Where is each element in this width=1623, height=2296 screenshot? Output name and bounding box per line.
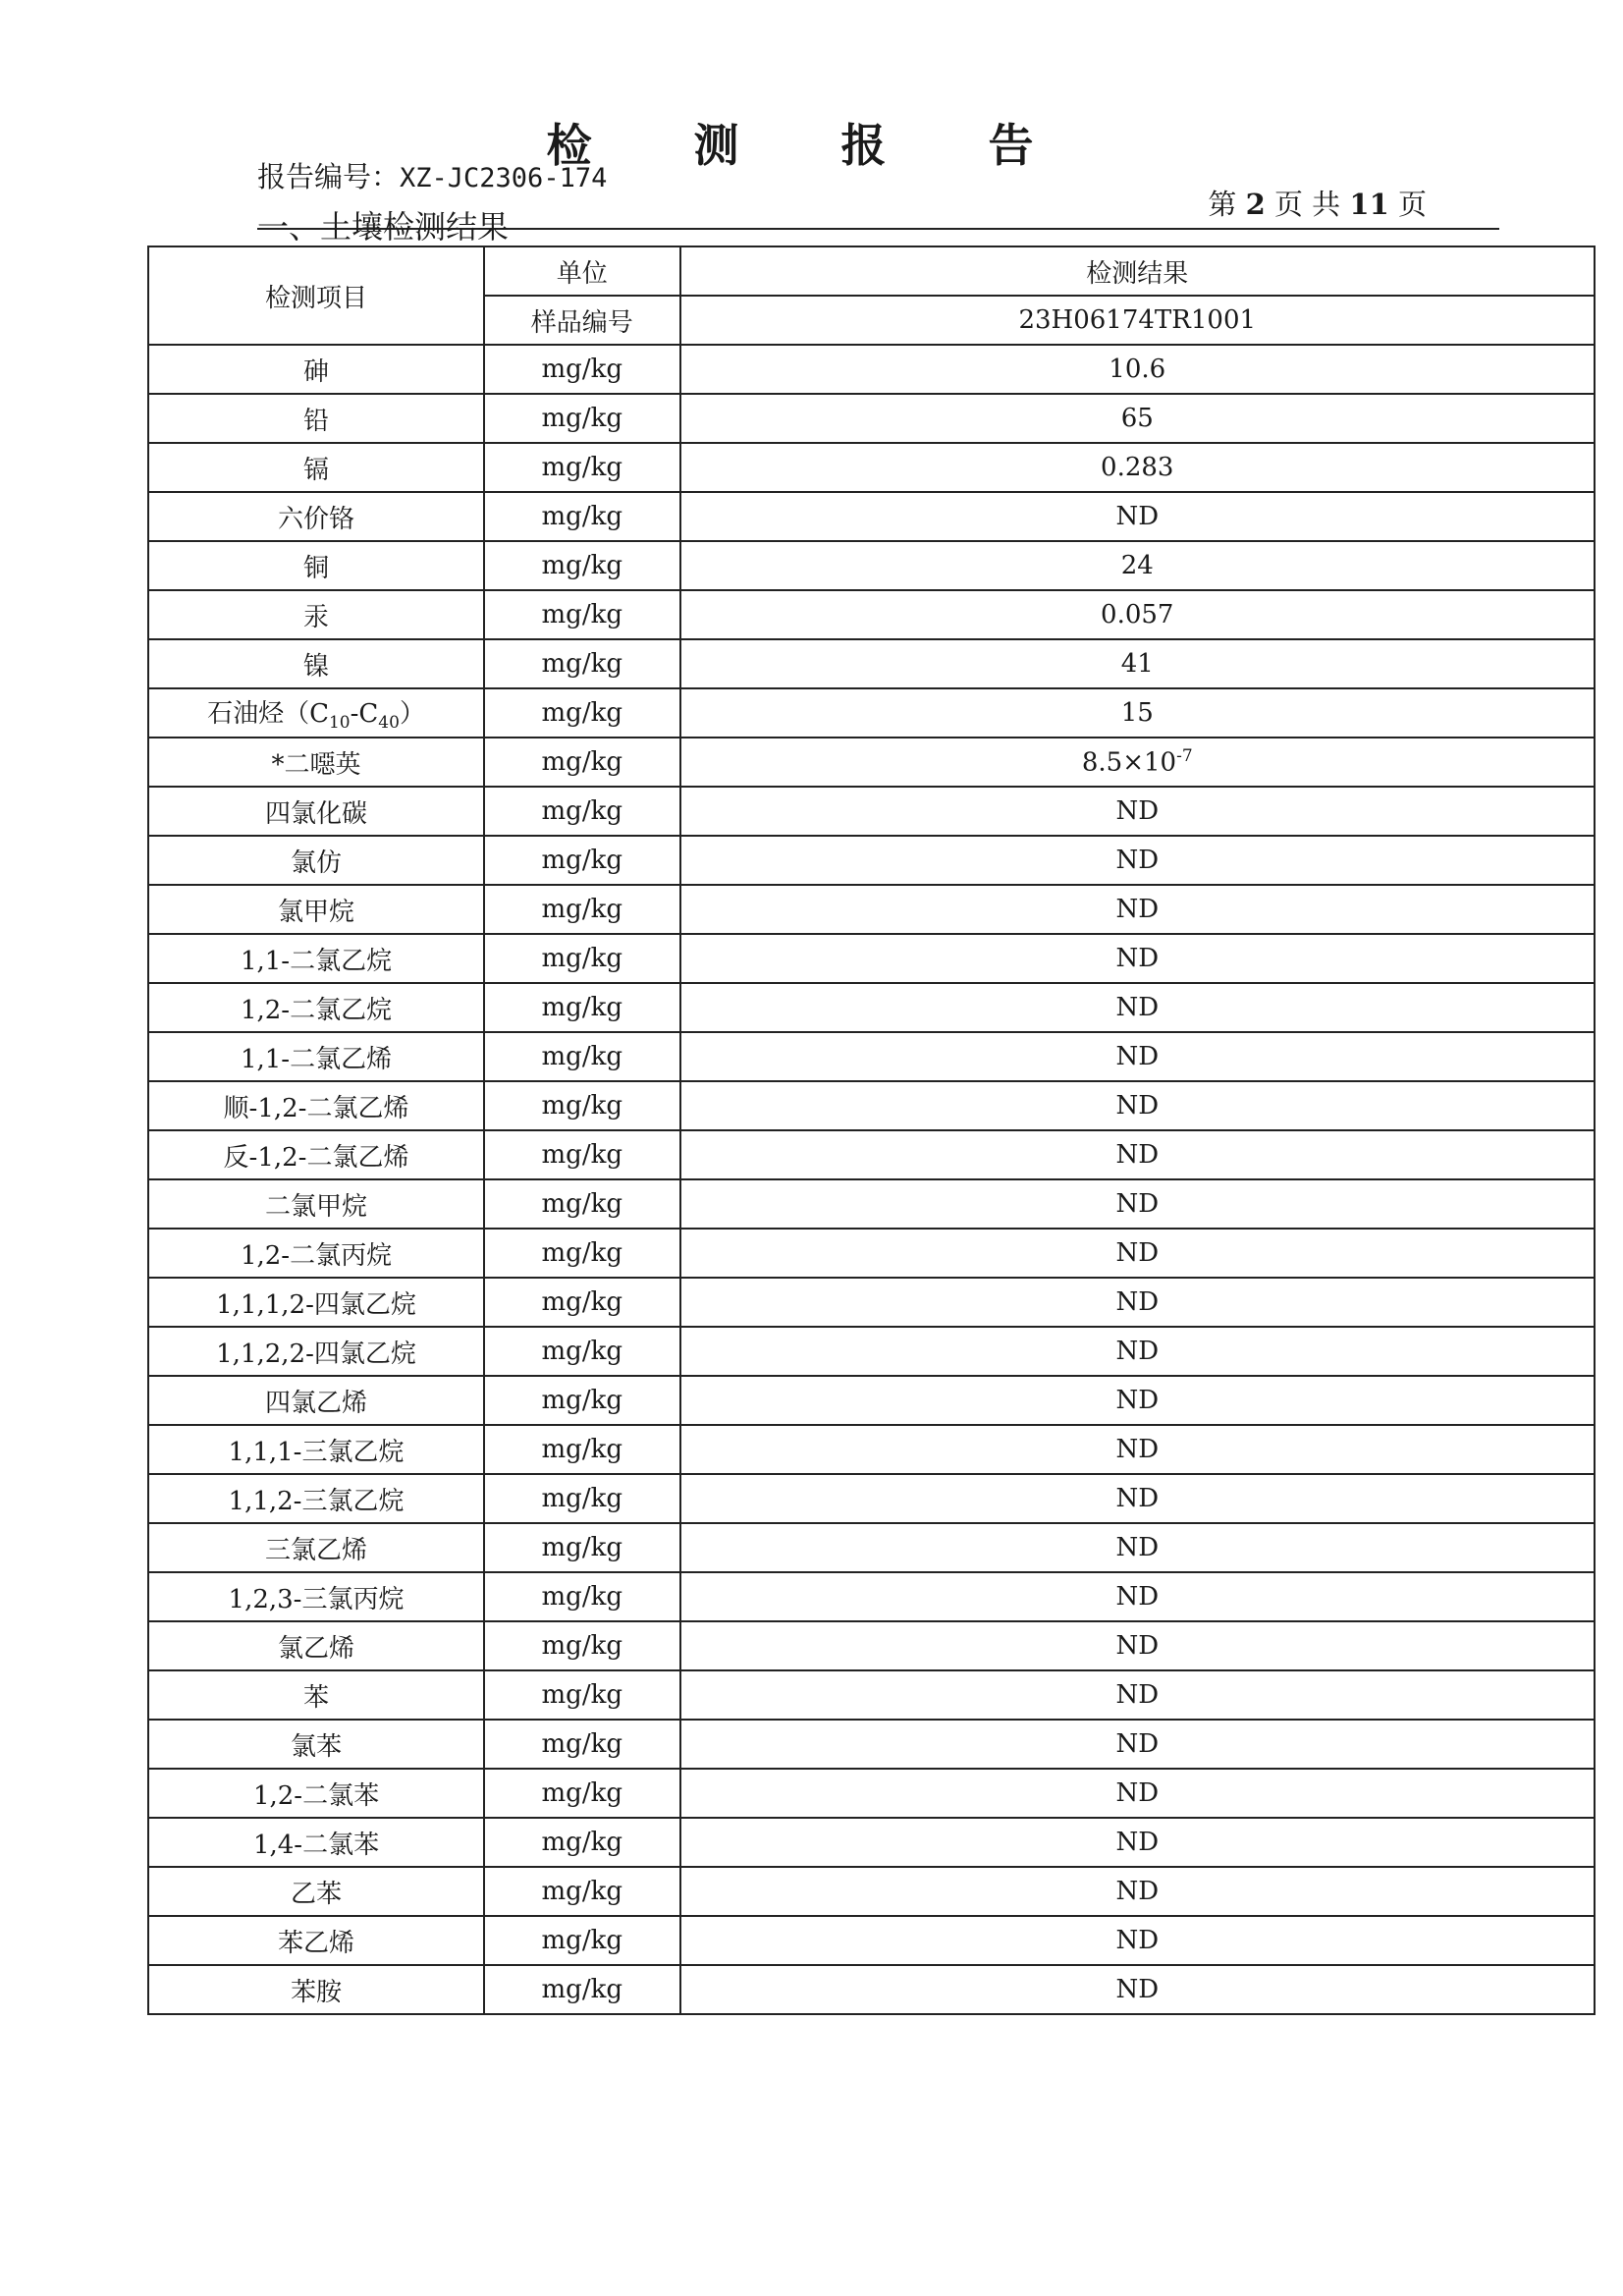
report-number-value: XZ-JC2306-174 — [400, 163, 608, 193]
result-cell: ND — [680, 1278, 1596, 1327]
item-cell: 石油烃$(C_{10}-C_{40})$ — [148, 688, 484, 738]
table-row — [148, 1916, 1595, 1965]
result-cell: 0.057 — [680, 590, 1596, 639]
result-cell: ND — [680, 1229, 1596, 1278]
table-row — [148, 1376, 1595, 1425]
table-row — [148, 787, 1595, 836]
item-cell: 1,4-二氯苯 — [148, 1818, 484, 1867]
result-cell: ND — [680, 492, 1596, 541]
unit-cell: mg/kg — [484, 1965, 679, 2014]
header-row-1 — [148, 246, 1595, 296]
table-row — [148, 345, 1595, 394]
item-cell: 1,2-二氯苯 — [148, 1769, 484, 1818]
result-cell: ND — [680, 1425, 1596, 1474]
item-cell: 四氯化碳 — [148, 787, 484, 836]
result-header: 检测结果 — [680, 246, 1596, 296]
unit-cell: mg/kg — [484, 541, 679, 590]
result-cell: 41 — [680, 639, 1596, 688]
item-cell: 氯仿 — [148, 836, 484, 885]
table-row — [148, 443, 1595, 492]
unit-cell: mg/kg — [484, 394, 679, 443]
unit-cell: mg/kg — [484, 1179, 679, 1229]
page-total: 11 — [1349, 188, 1389, 221]
item-cell: 汞 — [148, 590, 484, 639]
unit-cell: mg/kg — [484, 1327, 679, 1376]
table-row — [148, 1081, 1595, 1130]
table-row — [148, 1769, 1595, 1818]
unit-cell: mg/kg — [484, 1032, 679, 1081]
unit-cell: mg/kg — [484, 1081, 679, 1130]
table-row — [148, 738, 1595, 787]
result-cell: ND — [680, 836, 1596, 885]
table-row — [148, 1818, 1595, 1867]
table-row — [148, 1130, 1595, 1179]
result-cell: ND — [680, 1769, 1596, 1818]
result-cell: ND — [680, 1818, 1596, 1867]
unit-cell: mg/kg — [484, 1572, 679, 1621]
results-table — [147, 246, 1596, 2015]
result-cell: ND — [680, 885, 1596, 934]
result-cell: ND — [680, 1720, 1596, 1769]
table-row — [148, 1425, 1595, 1474]
result-cell: ND — [680, 1081, 1596, 1130]
item-cell: 1,1,2-三氯乙烷 — [148, 1474, 484, 1523]
unit-cell: mg/kg — [484, 1523, 679, 1572]
document-title: 检 测 报 告 — [546, 119, 1077, 172]
result-cell: ND — [680, 1130, 1596, 1179]
result-cell: 0.283 — [680, 443, 1596, 492]
result-cell: ND — [680, 1523, 1596, 1572]
table-row — [148, 934, 1595, 983]
table-row — [148, 1474, 1595, 1523]
item-cell: 苯乙烯 — [148, 1916, 484, 1965]
table-row — [148, 1278, 1595, 1327]
unit-header: 单位 — [484, 246, 679, 296]
result-cell: ND — [680, 1179, 1596, 1229]
unit-cell: mg/kg — [484, 934, 679, 983]
page-current: 2 — [1245, 188, 1266, 221]
result-cell: ND — [680, 1032, 1596, 1081]
item-cell: 苯 — [148, 1670, 484, 1720]
item-cell: 三氯乙烯 — [148, 1523, 484, 1572]
item-cell: 乙苯 — [148, 1867, 484, 1916]
item-cell: 铜 — [148, 541, 484, 590]
unit-cell: mg/kg — [484, 345, 679, 394]
unit-cell: mg/kg — [484, 1621, 679, 1670]
unit-cell: mg/kg — [484, 443, 679, 492]
item-cell: 1,1,2,2-四氯乙烷 — [148, 1327, 484, 1376]
item-cell: 六价铬 — [148, 492, 484, 541]
table-row — [148, 541, 1595, 590]
result-cell: ND — [680, 934, 1596, 983]
item-cell: 1,1,1,2-四氯乙烷 — [148, 1278, 484, 1327]
result-cell: ND — [680, 1867, 1596, 1916]
table-row — [148, 1229, 1595, 1278]
item-cell: 氯苯 — [148, 1720, 484, 1769]
table-row — [148, 590, 1595, 639]
table-row — [148, 1032, 1595, 1081]
sample-label: 样品编号 — [484, 296, 679, 345]
table-row — [148, 492, 1595, 541]
page-indicator — [1208, 183, 1427, 223]
table-row — [148, 639, 1595, 688]
unit-cell: mg/kg — [484, 1867, 679, 1916]
unit-cell: mg/kg — [484, 1769, 679, 1818]
item-cell: 四氯乙烯 — [148, 1376, 484, 1425]
table-row — [148, 1867, 1595, 1916]
page-prefix: 第 — [1208, 188, 1237, 221]
item-cell: 苯胺 — [148, 1965, 484, 2014]
unit-cell: mg/kg — [484, 1474, 679, 1523]
result-cell: ND — [680, 1621, 1596, 1670]
item-cell: 1,2,3-三氯丙烷 — [148, 1572, 484, 1621]
table-row — [148, 1179, 1595, 1229]
table-row — [148, 836, 1595, 885]
result-cell: 65 — [680, 394, 1596, 443]
table-row — [148, 1720, 1595, 1769]
result-cell: ND — [680, 1327, 1596, 1376]
result-cell: $8.5\times 10^{-7}$ — [680, 738, 1596, 787]
item-cell: 氯甲烷 — [148, 885, 484, 934]
unit-cell: mg/kg — [484, 1278, 679, 1327]
table-row — [148, 394, 1595, 443]
result-cell: ND — [680, 787, 1596, 836]
unit-cell: mg/kg — [484, 1818, 679, 1867]
item-cell: 反-1,2-二氯乙烯 — [148, 1130, 484, 1179]
unit-cell: mg/kg — [484, 1720, 679, 1769]
page-suffix: 页 — [1397, 188, 1427, 221]
result-cell: ND — [680, 1965, 1596, 2014]
item-header: 检测项目 — [148, 246, 484, 345]
table-row — [148, 1670, 1595, 1720]
result-cell: ND — [680, 983, 1596, 1032]
page-mid: 页 共 — [1273, 188, 1341, 221]
result-cell: 24 — [680, 541, 1596, 590]
result-cell: ND — [680, 1916, 1596, 1965]
sample-id: 23H06174TR1001 — [680, 296, 1596, 345]
item-cell: 氯乙烯 — [148, 1621, 484, 1670]
result-cell: 10.6 — [680, 345, 1596, 394]
unit-cell: mg/kg — [484, 836, 679, 885]
item-cell: 砷 — [148, 345, 484, 394]
table-row — [148, 688, 1595, 738]
item-cell: 二氯甲烷 — [148, 1179, 484, 1229]
unit-cell: mg/kg — [484, 1425, 679, 1474]
result-cell: ND — [680, 1572, 1596, 1621]
unit-cell: mg/kg — [484, 885, 679, 934]
table-row — [148, 1572, 1595, 1621]
unit-cell: mg/kg — [484, 1916, 679, 1965]
report-number — [257, 155, 607, 195]
item-cell: 1,2-二氯乙烷 — [148, 983, 484, 1032]
table-row — [148, 885, 1595, 934]
item-cell: 1,1,1-三氯乙烷 — [148, 1425, 484, 1474]
table-row — [148, 1965, 1595, 2014]
unit-cell: mg/kg — [484, 492, 679, 541]
item-cell: 铅 — [148, 394, 484, 443]
result-cell: ND — [680, 1474, 1596, 1523]
item-cell: *二噁英 — [148, 738, 484, 787]
table-row — [148, 1621, 1595, 1670]
item-cell: 1,2-二氯丙烷 — [148, 1229, 484, 1278]
unit-cell: mg/kg — [484, 590, 679, 639]
unit-cell: mg/kg — [484, 1229, 679, 1278]
report-number-label: 报告编号： — [257, 160, 401, 193]
unit-cell: mg/kg — [484, 983, 679, 1032]
table-row — [148, 983, 1595, 1032]
unit-cell: mg/kg — [484, 787, 679, 836]
section-title: 一、土壤检测结果 — [257, 208, 510, 246]
table-row — [148, 1327, 1595, 1376]
item-cell: 镍 — [148, 639, 484, 688]
unit-cell: mg/kg — [484, 1130, 679, 1179]
unit-cell: mg/kg — [484, 688, 679, 738]
item-cell: 镉 — [148, 443, 484, 492]
item-cell: 顺-1,2-二氯乙烯 — [148, 1081, 484, 1130]
result-cell: ND — [680, 1376, 1596, 1425]
unit-cell: mg/kg — [484, 639, 679, 688]
unit-cell: mg/kg — [484, 1376, 679, 1425]
unit-cell: mg/kg — [484, 738, 679, 787]
item-cell: 1,1-二氯乙烷 — [148, 934, 484, 983]
result-cell: 15 — [680, 688, 1596, 738]
item-cell: 1,1-二氯乙烯 — [148, 1032, 484, 1081]
table-row — [148, 1523, 1595, 1572]
result-cell: ND — [680, 1670, 1596, 1720]
unit-cell: mg/kg — [484, 1670, 679, 1720]
